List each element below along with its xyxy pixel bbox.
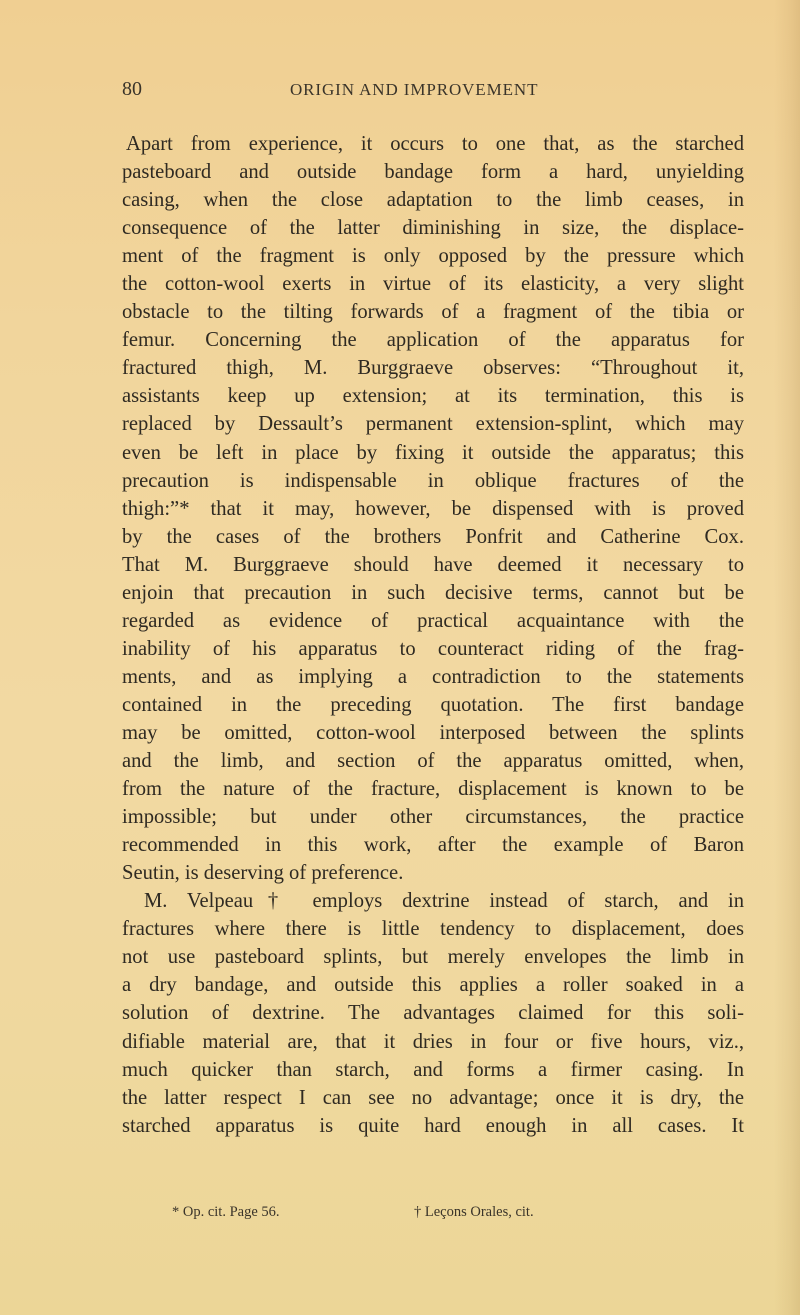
text-line: Seutin, is deserving of preference. bbox=[122, 862, 404, 885]
text-line: and the limb, and section of the apparatus omitted, when, bbox=[122, 750, 744, 773]
body-text bbox=[122, 130, 744, 1140]
text-line: obstacle to the tilting forwards of a fragment of the tibia or bbox=[122, 301, 744, 324]
text-line: pasteboard and outside bandage form a hard, unyielding bbox=[122, 161, 744, 184]
text-line: the latter respect I can see no advantage; once it is dry, the bbox=[122, 1086, 744, 1109]
text-line: ment of the fragment is only opposed by the pressure which bbox=[122, 245, 744, 268]
text-line: enjoin that precaution in such decisive terms, cannot but be bbox=[122, 581, 744, 604]
text-line: not use pasteboard splints, but merely envelopes the limb in bbox=[122, 946, 744, 969]
text-line: solution of dextrine. The advantages claimed for this soli- bbox=[122, 1002, 744, 1025]
text-line: much quicker than starch, and forms a firmer casing. In bbox=[122, 1058, 744, 1081]
text-line: femur. Concerning the application of the apparatus for bbox=[122, 329, 744, 352]
running-head-title: ORIGIN AND IMPROVEMENT bbox=[290, 80, 539, 99]
text-line: fractures where there is little tendency to displacement, does bbox=[122, 918, 744, 941]
text-line: Apart from experience, it occurs to one that, as the starched bbox=[126, 133, 744, 155]
running-head bbox=[122, 78, 744, 108]
text-line: contained in the preceding quotation. The first bandage bbox=[122, 693, 744, 716]
text-line: may be omitted, cotton-wool interposed between the splints bbox=[122, 721, 744, 744]
footnote-asterisk: * Op. cit. Page 56. bbox=[172, 1204, 280, 1220]
footnotes bbox=[122, 1204, 744, 1228]
text-line: the cotton-wool exerts in virtue of its elasticity, a very slight bbox=[122, 273, 744, 296]
text-line: from the nature of the fracture, displacement is known to be bbox=[122, 778, 744, 801]
text-line: M. Velpeau† employs dextrine instead of starch, and in bbox=[144, 890, 744, 913]
text-line: impossible; but under other circumstances, the practice bbox=[122, 806, 744, 829]
text-line: assistants keep up extension; at its termination, this is bbox=[122, 385, 744, 408]
text-line: by the cases of the brothers Ponfrit and Catherine Cox. bbox=[122, 525, 744, 548]
text-line: consequence of the latter diminishing in size, the displace- bbox=[122, 217, 744, 240]
text-line: regarded as evidence of practical acquaintance with the bbox=[122, 609, 744, 632]
text-line: casing, when the close adaptation to the limb ceases, in bbox=[122, 189, 744, 212]
text-line: That M. Burggraeve should have deemed it necessary to bbox=[122, 553, 744, 576]
text-line: starched apparatus is quite hard enough in all cases. It bbox=[122, 1114, 744, 1137]
footnote-dagger: † Leçons Orales, cit. bbox=[414, 1204, 534, 1220]
text-line: ments, and as implying a contradiction to the statements bbox=[122, 665, 744, 688]
page-number: 80 bbox=[122, 78, 142, 100]
text-line: a dry bandage, and outside this applies a roller soaked in a bbox=[122, 974, 744, 997]
text-line: thigh:”* that it may, however, be dispensed with is proved bbox=[122, 497, 744, 520]
text-line: even be left in place by fixing it outside the apparatus; this bbox=[122, 441, 744, 464]
text-line: inability of his apparatus to counteract riding of the frag- bbox=[122, 637, 744, 660]
text-line: precaution is indispensable in oblique fractures of the bbox=[122, 469, 744, 492]
text-line: fractured thigh, M. Burggraeve observes: “Throughout it, bbox=[122, 357, 744, 380]
text-line: replaced by Dessault’s permanent extension-splint, which may bbox=[122, 413, 744, 436]
page-edge-shadow bbox=[774, 0, 800, 1315]
text-line: recommended in this work, after the example of Baron bbox=[122, 834, 744, 857]
text-line: difiable material are, that it dries in four or five hours, viz., bbox=[122, 1030, 744, 1053]
